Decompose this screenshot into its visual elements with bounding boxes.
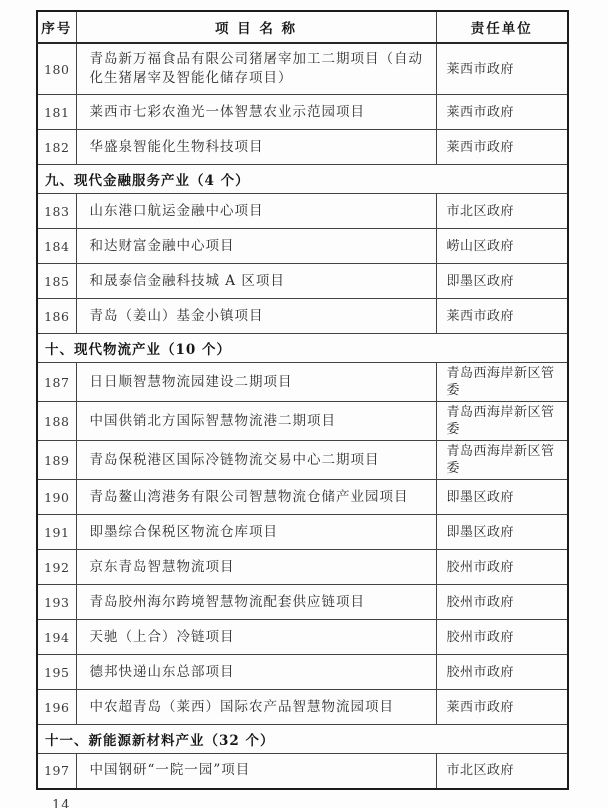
project-name: 中农超青岛（莱西）国际农产品智慧物流园项目: [76, 690, 436, 725]
section-header-row: [37, 725, 568, 754]
table-row: [37, 229, 568, 264]
row-number: 180: [37, 43, 76, 95]
project-table-body: [37, 43, 568, 789]
row-number: 197: [37, 754, 76, 789]
row-number: 182: [37, 130, 76, 165]
responsible-unit: 莱西市政府: [436, 690, 568, 725]
table-row: [37, 550, 568, 585]
section-title: 九、现代金融服务产业（4 个）: [37, 165, 568, 194]
row-number: 193: [37, 585, 76, 620]
project-name: 日日顺智慧物流园建设二期项目: [76, 363, 436, 402]
table-row: [37, 655, 568, 690]
table-row: [37, 620, 568, 655]
responsible-unit: 青岛西海岸新区管委: [436, 363, 568, 402]
project-name: 天驰（上合）冷链项目: [76, 620, 436, 655]
responsible-unit: 即墨区政府: [436, 264, 568, 299]
row-number: 181: [37, 95, 76, 130]
table-row: [37, 754, 568, 789]
section-header-row: [37, 334, 568, 363]
responsible-unit: 青岛西海岸新区管委: [436, 441, 568, 480]
row-number: 192: [37, 550, 76, 585]
row-number: 194: [37, 620, 76, 655]
row-number: 191: [37, 515, 76, 550]
project-table: [36, 10, 569, 790]
project-name: 青岛新万福食品有限公司猪屠宰加工二期项目（自动化生猪屠宰及智能化储存项目）: [76, 43, 436, 95]
responsible-unit: 胶州市政府: [436, 585, 568, 620]
section-title: 十、现代物流产业（10 个）: [37, 334, 568, 363]
project-name: 华盛泉智能化生物科技项目: [76, 130, 436, 165]
row-number: 183: [37, 194, 76, 229]
row-number: 185: [37, 264, 76, 299]
responsible-unit: 胶州市政府: [436, 655, 568, 690]
project-name: 中国钢研“一院一园”项目: [76, 754, 436, 789]
row-number: 195: [37, 655, 76, 690]
table-row: [37, 194, 568, 229]
responsible-unit: 即墨区政府: [436, 515, 568, 550]
responsible-unit: 市北区政府: [436, 194, 568, 229]
project-name: 莱西市七彩农渔光一体智慧农业示范园项目: [76, 95, 436, 130]
table-row: [37, 299, 568, 334]
responsible-unit: 青岛西海岸新区管委: [436, 402, 568, 441]
table-row: [37, 402, 568, 441]
row-number: 187: [37, 363, 76, 402]
page-number: 14: [52, 798, 71, 808]
header-responsible-unit: 责任单位: [436, 11, 568, 43]
row-number: 186: [37, 299, 76, 334]
project-name: 和达财富金融中心项目: [76, 229, 436, 264]
row-number: 184: [37, 229, 76, 264]
responsible-unit: 胶州市政府: [436, 620, 568, 655]
responsible-unit: 市北区政府: [436, 754, 568, 789]
responsible-unit: 莱西市政府: [436, 95, 568, 130]
project-name: 青岛鳌山湾港务有限公司智慧物流仓储产业园项目: [76, 480, 436, 515]
project-name: 即墨综合保税区物流仓库项目: [76, 515, 436, 550]
header-project-name: 项 目 名 称: [76, 11, 436, 43]
responsible-unit: 崂山区政府: [436, 229, 568, 264]
responsible-unit: 胶州市政府: [436, 550, 568, 585]
responsible-unit: 即墨区政府: [436, 480, 568, 515]
table-row: [37, 363, 568, 402]
table-row: [37, 441, 568, 480]
table-row: [37, 95, 568, 130]
table-header-row: [37, 11, 568, 43]
project-name: 中国供销北方国际智慧物流港二期项目: [76, 402, 436, 441]
project-name: 京东青岛智慧物流项目: [76, 550, 436, 585]
row-number: 189: [37, 441, 76, 480]
project-name: 和晟泰信金融科技城 A 区项目: [76, 264, 436, 299]
project-name: 德邦快递山东总部项目: [76, 655, 436, 690]
table-row: [37, 130, 568, 165]
table-row: [37, 585, 568, 620]
table-row: [37, 515, 568, 550]
table-row: [37, 264, 568, 299]
responsible-unit: 莱西市政府: [436, 43, 568, 95]
table-row: [37, 480, 568, 515]
table-row: [37, 690, 568, 725]
responsible-unit: 莱西市政府: [436, 299, 568, 334]
project-name: 青岛胶州海尔跨境智慧物流配套供应链项目: [76, 585, 436, 620]
project-name: 山东港口航运金融中心项目: [76, 194, 436, 229]
responsible-unit: 莱西市政府: [436, 130, 568, 165]
row-number: 196: [37, 690, 76, 725]
project-name: 青岛保税港区国际冷链物流交易中心二期项目: [76, 441, 436, 480]
row-number: 190: [37, 480, 76, 515]
project-name: 青岛（姜山）基金小镇项目: [76, 299, 436, 334]
row-number: 188: [37, 402, 76, 441]
section-header-row: [37, 165, 568, 194]
section-title: 十一、新能源新材料产业（32 个）: [37, 725, 568, 754]
header-serial-number: 序号: [37, 11, 76, 43]
table-row: [37, 43, 568, 95]
